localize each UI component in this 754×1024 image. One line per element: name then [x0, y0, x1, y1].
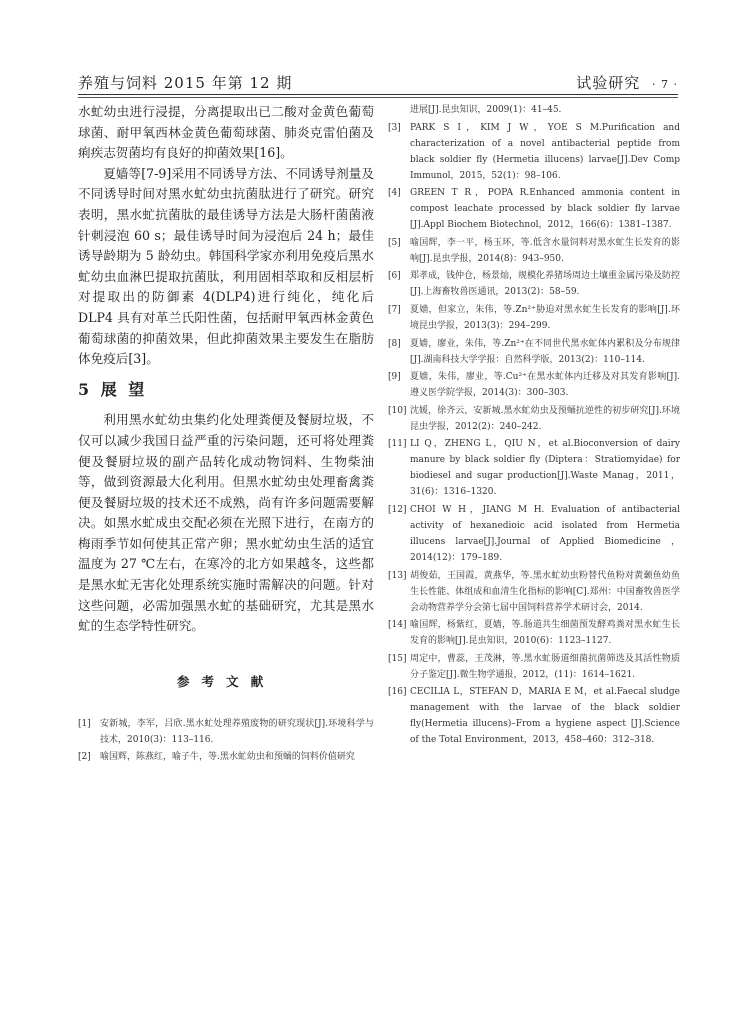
reference-text: 喻国辉，陈燕红，喻子牛，等.黑水虻幼虫和预蛹的饲料价值研究: [100, 752, 355, 763]
reference-number: [6]: [388, 271, 401, 282]
reference-item: [388, 684, 680, 748]
left-body: [78, 102, 374, 637]
reference-number: [12]: [388, 504, 407, 515]
header-right: [576, 72, 678, 93]
reference-number: [3]: [388, 122, 401, 133]
reference-number: [14]: [388, 620, 407, 631]
reference-item: [388, 336, 680, 368]
reference-item: [388, 617, 680, 649]
reference-number: [9]: [388, 372, 401, 383]
reference-text: LI Q，ZHENG L，QIU N，et al.Bioconversion of dairy manure by black soldier fly (Diptera：Stratiomyidae) for biodiesel and sugar production[J].Waste Manag，2011，31(6)：1316–1320.: [410, 439, 680, 498]
reference-text: 安新城，李军，吕欣.黑水虻处理养殖废物的研究现状[J].环境科学与技术，2010(3)：113–116.: [100, 718, 374, 745]
page-number: · 7 ·: [652, 78, 678, 91]
reference-item: [388, 302, 680, 334]
reference-item: [388, 102, 680, 118]
reference-text: CHOI W H，JIANG M H. Evaluation of antibacterial activity of hexanedioic acid isolated from Hermetia illucens larvae[J].Journal of Applied Biomedicine ，2014(12)：179–189.: [410, 504, 680, 563]
reference-text: 周定中，曹蕊，王茂淋，等.黑水虻肠道细菌抗菌筛选及其活性物质分子鉴定[J].微生物学通报，2012，(11)：1614–1621.: [410, 653, 680, 680]
right-column: [388, 102, 680, 752]
reference-item: [388, 436, 680, 500]
section-label: 试验研究: [576, 74, 641, 92]
reference-list-right: [388, 102, 680, 750]
reference-item: [388, 120, 680, 184]
header-rule: [78, 94, 678, 95]
references-heading: 参考文献: [176, 673, 276, 689]
reference-item: [388, 369, 680, 401]
reference-item: [388, 185, 680, 233]
reference-text: 郑孝成，钱仲仓，杨景灿，规模化养猪场周边土壤重金属污染及防控[J].上海畜牧兽医通讯，2013(2)：58–59.: [410, 271, 681, 298]
reference-text: 喻国辉，杨紫红，夏嫱，等.肠道共生细菌预发酵鸡粪对黑水虻生长发育的影响[J].昆虫知识，2010(6)：1123–1127.: [410, 620, 680, 647]
running-header: [78, 72, 678, 94]
reference-text: 喻国辉，李一平，杨玉环，等.低含水量饲料对黑水虻生长发育的影响[J].昆虫学报，2014(8)：943–950.: [410, 237, 680, 264]
reference-number: [4]: [388, 188, 401, 199]
header-rule-thin: [78, 97, 678, 98]
reference-number: [8]: [388, 338, 401, 349]
left-column: [78, 102, 374, 767]
reference-number: [7]: [388, 304, 401, 315]
reference-number: [15]: [388, 653, 407, 664]
paragraph-2: 夏嫱等[7-9]采用不同诱导方法、不同诱导剂量及不同诱导时间对黑水虻幼虫抗菌肽进行了研究。研究表明，黑水虻抗菌肽的最佳诱导方法是大肠杆菌菌液针刺浸泡 60 s；最佳诱导时间为浸泡后 24 h；最佳诱导龄期为 5 龄幼虫。韩国科学家亦利用免疫后黑水虻幼虫血淋巴提取抗菌肽，利用固相萃取和反相层析对提取出的防御素 4(DLP4)进行纯化，纯化后 DLP4 具有对革兰氏阳性菌，包括耐甲氧西林金黄色葡萄球菌的抑菌效果，但此抑菌效果主要发生在脂肪体免疫后[3]。: [78, 165, 374, 367]
reference-item: [388, 268, 680, 300]
reference-text: 进展[J].昆虫知识，2009(1)：41–45.: [410, 105, 562, 115]
reference-item: [78, 716, 374, 748]
reference-text: 夏嫱，但家立，朱伟，等.Zn²⁺胁迫对黑水虻生长发育的影响[J].环境昆虫学报，2013(3)：294–299.: [410, 304, 680, 331]
reference-text: CECILIA L，STEFAN D，MARIA E M，et al.Faecal sludge management with the larvae of the black soldier fly(Hermetia illucens)–From a hygiene aspect [J].Science of the Total Environment，2013，458–460：312–318.: [410, 687, 680, 746]
reference-number: [388, 102, 410, 118]
reference-text: 夏嫱，朱伟，廖业，等.Cu²⁺在黑水虻体内迁移及对其发育影响[J].遵义医学院学报，2014(3)：300–303.: [410, 372, 680, 399]
reference-item: [388, 502, 680, 566]
reference-number: [16]: [388, 687, 407, 698]
reference-text: GREEN T R，POPA R.Enhanced ammonia content in compost leachate processed by black soldier fly larvae [J].Appl Biochem Biotechnol，2012，166(6)：1381–1387.: [410, 188, 680, 231]
journal-title: 养殖与饲料 2015 年第 12 期: [78, 74, 293, 92]
reference-item: [388, 651, 680, 683]
reference-number: [11]: [388, 439, 407, 450]
section-heading: 5 展 望: [78, 379, 148, 399]
reference-text: 夏嫱，廖业，朱伟，等.Zn²⁺在不同世代黑水虻体内累积及分布规律[J].湖南科技大学学报：自然科学版，2013(2)：110–114.: [410, 338, 680, 365]
reference-item: [78, 749, 374, 765]
reference-number: [2]: [78, 752, 91, 763]
reference-item: [388, 403, 680, 435]
reference-text: 胡俊茹，王国霞，黄燕华，等.黑水虻幼虫粉替代鱼粉对黄颡鱼幼鱼生长性能、体组成和血清生化指标的影响[C].郑州：中国畜牧兽医学会动物营养学分会第七届中国饲料营养学术研讨会，2014.: [410, 570, 680, 613]
reference-number: [1]: [78, 718, 91, 729]
reference-item: [388, 568, 680, 616]
reference-item: [388, 235, 680, 267]
reference-list-left: [78, 716, 374, 766]
paragraph-3: 利用黑水虻幼虫集约化处理粪便及餐厨垃圾，不仅可以减少我国日益严重的污染问题，还可将处理粪便及餐厨垃圾的副产品转化成动物饲料、生物柴油等，做到资源最大化利用。但黑水虻幼虫处理畜禽粪便及餐厨垃圾的技术还不成熟，尚有许多问题需要解决。如黑水虻成虫交配必须在光照下进行，在南方的梅雨季节如何使其正常产卵；黑水虻幼虫生活的适宜温度为 27 ℃左右，在寒冷的北方如果越冬，这些都是黑水虻无害化处理系统实施时需解决的问题。针对这些问题，必需加强黑水虻的基础研究，尤其是黑水虻的生态学特性研究。: [78, 412, 374, 634]
reference-number: [10]: [388, 405, 407, 416]
reference-text: PARK S I，KIM J W，YOE S M.Purification and characterization of a novel antibacterial peptide from black soldier fly (Hermetia illucens) larvae[J].Dev Comp Immunol，2015，52(1)：98–106.: [410, 122, 680, 181]
reference-text: 沈媛，徐齐云，安新城.黑水虻幼虫及预蛹抗逆性的初步研究[J].环境昆虫学报，2012(2)：240–242.: [410, 405, 680, 432]
reference-number: [5]: [388, 237, 401, 248]
reference-number: [13]: [388, 570, 407, 581]
paragraph-1: 水虻幼虫进行浸提，分离提取出已二酸对金黄色葡萄球菌、耐甲氧西林金黄色葡萄球菌、肺炎克雷伯菌及痢疾志贺菌均有良好的抑菌效果[16]。: [78, 104, 374, 161]
